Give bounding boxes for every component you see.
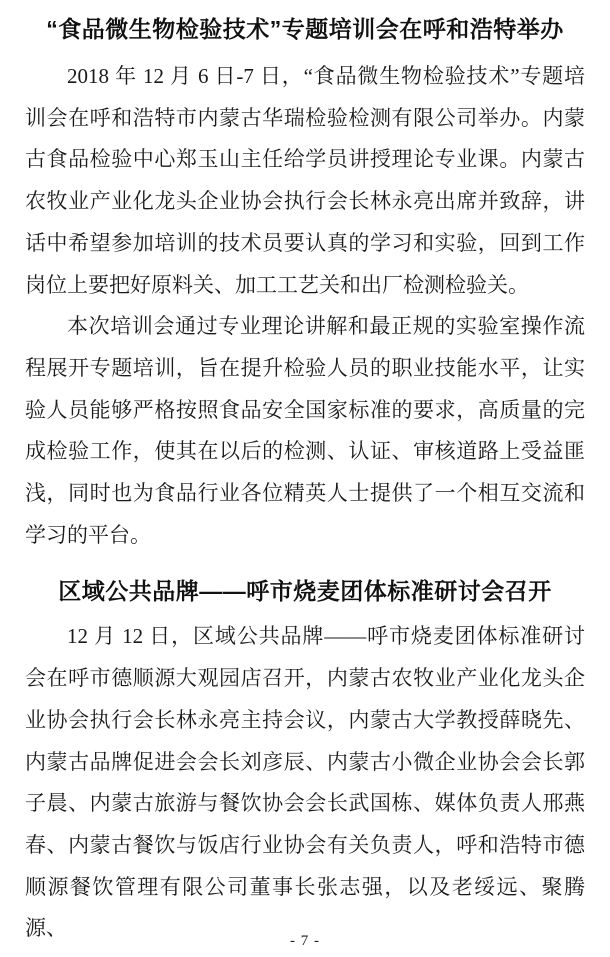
article-1-title: “食品微生物检验技术”专题培训会在呼和浩特举办 [46,16,564,42]
page-number: - 7 - [290,933,320,949]
article-2-title: 区域公共品牌——呼市烧麦团体标准研讨会召开 [58,578,552,605]
article-1-paragraph-1: 2018 年 12 月 6 日-7 日，“食品微生物检验技术”专题培训会在呼和浩特市内蒙古华瑞检验检测有限公司举办。内蒙古食品检验中心郑玉山主任给学员讲授理论专业课。内蒙古农牧业产业化龙头企业协会执行会长林永亮出席并致辞，讲话中希望参加培训的技术员要认真的学习和实验，回到工作岗位上要把好原料关、加工工艺关和出厂检测检验关。 [25,64,585,297]
article-2-paragraph-1: 12 月 12 日，区域公共品牌——呼市烧麦团体标准研讨会在呼市德顺源大观园店召开，内蒙古农牧业产业化龙头企业协会执行会长林永亮主持会议，内蒙古大学教授薛晓先、内蒙古品牌促进会会长刘彦辰、内蒙古小微企业协会会长郭子晨、内蒙古旅游与餐饮协会会长武国栋、媒体负责人邢燕春、内蒙古餐饮与饭店行业协会有关负责人，呼和浩特市德顺源餐饮管理有限公司董事长张志强，以及老绥远、聚腾源、 [25,624,585,941]
article-1-paragraph-2: 本次培训会通过专业理论讲解和最正规的实验室操作流程展开专题培训，旨在提升检验人员的职业技能水平，让实验人员能够严格按照食品安全国家标准的要求，高质量的完成检验工作，使其在以后的检测、认证、审核道路上受益匪浅，同时也为食品行业各位精英人士提供了一个相互交流和学习的平台。 [25,314,585,547]
